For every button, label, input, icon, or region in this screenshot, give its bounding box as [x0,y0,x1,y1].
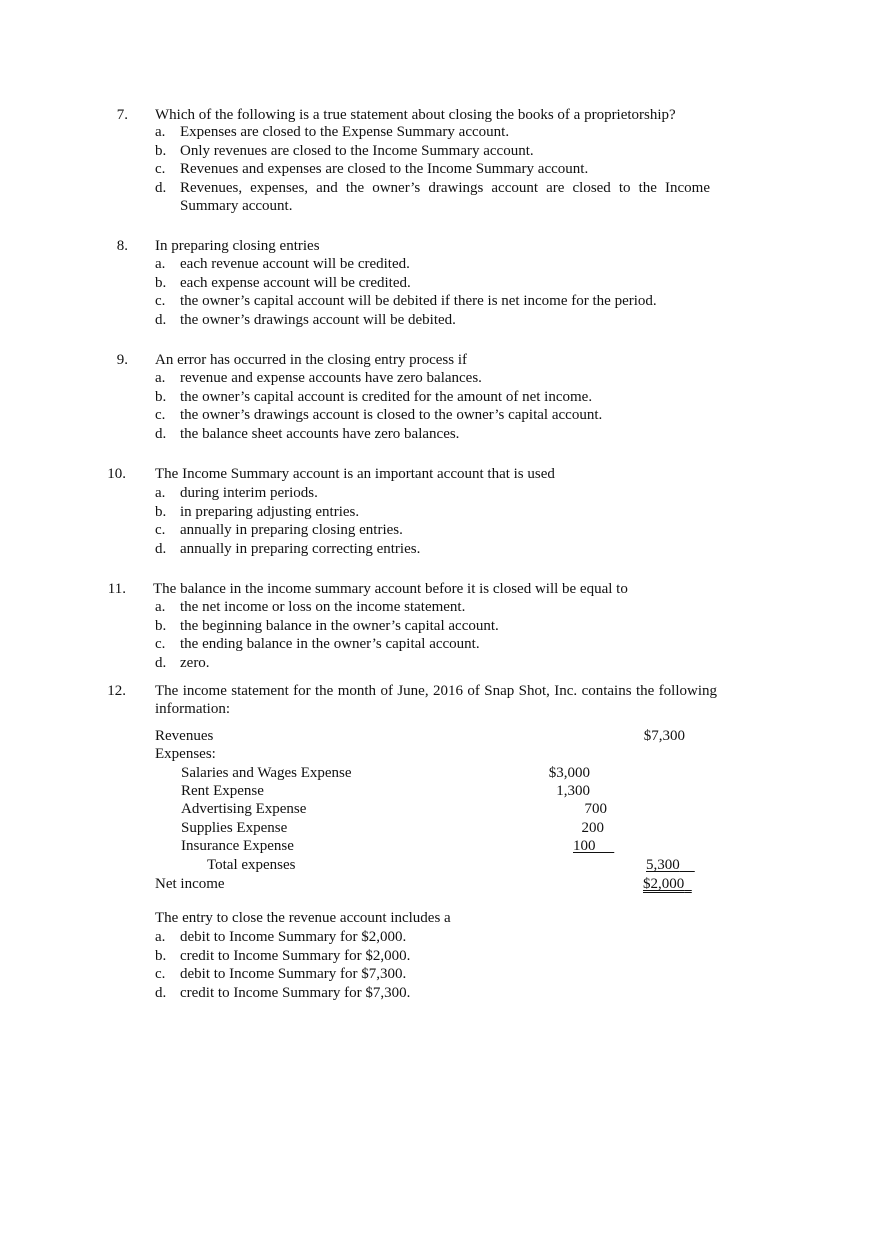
option-label: d. [155,425,167,442]
option-label: b. [155,388,167,405]
option-c[interactable] [155,160,715,179]
expense-line-amount: $3,000 [548,765,590,781]
option-label: c. [155,966,166,982]
option-a[interactable] [155,598,715,617]
option-c[interactable] [155,521,715,540]
option-a[interactable] [155,369,715,388]
option-text: debit to Income Summary for $7,300. [180,966,407,982]
option-label: c. [155,636,166,652]
question-text: The income statement for the month of June, 2016 of Snap Shot, Inc. contains the following information: [155,683,717,717]
option-text: the ending balance in the owner’s capital account. [180,636,480,652]
option-label: d. [155,654,167,671]
expense-line-amount: 200 [581,820,604,836]
option-text: annually in preparing correcting entries. [180,540,421,557]
options-list [155,255,715,329]
option-label: b. [155,503,167,520]
expense-line-label: Insurance Expense [181,838,294,854]
income-statement [155,727,715,897]
net-income-label: Net income [155,876,225,892]
options-list [155,598,715,672]
option-d[interactable] [155,311,715,330]
option-text: the owner’s drawings account will be debited. [180,311,456,328]
option-a[interactable] [155,484,715,503]
expenses-label: Expenses: [155,746,216,762]
question-text: The Income Summary account is an important account that is used [155,466,555,482]
total-expenses-amount [646,856,706,874]
option-b[interactable] [155,947,715,966]
revenues-amount: $7,300 [643,728,685,744]
net-income-amount [643,875,703,893]
option-text: Revenues and expenses are closed to the Income Summary account. [180,161,589,177]
net-income-value: $2,000 [643,876,685,892]
option-text: credit to Income Summary for $2,000. [180,947,411,964]
option-b[interactable] [155,142,715,161]
option-label: d. [155,311,167,328]
option-text: debit to Income Summary for $2,000. [180,929,407,945]
option-text: revenue and expense accounts have zero balances. [180,370,482,386]
question-number: 12. [107,683,126,699]
option-label: a. [155,124,166,140]
option-text: the owner’s capital account is credited for the amount of net income. [180,388,593,405]
option-d[interactable] [155,654,715,673]
option-text: the beginning balance in the owner’s capital account. [180,617,499,634]
option-label: a. [155,599,166,615]
question-text: Which of the following is a true statement about closing the books of a proprietorship? [155,107,676,123]
option-c[interactable] [155,292,715,311]
option-a[interactable] [155,928,715,947]
expense-line-label: Supplies Expense [181,820,288,836]
option-d[interactable] [155,540,715,559]
option-text: credit to Income Summary for $7,300. [180,984,411,1001]
question-text: The balance in the income summary account before it is closed will be equal to [153,581,628,597]
question-number: 8. [116,238,128,254]
option-text: Expenses are closed to the Expense Summary account. [180,124,510,140]
option-label: b. [155,274,167,291]
option-text: the net income or loss on the income statement. [180,599,466,615]
option-c[interactable] [155,965,715,984]
options-list [155,369,715,443]
question-number: 9. [116,352,128,368]
option-text: each revenue account will be credited. [180,256,410,272]
option-b[interactable] [155,388,715,407]
option-b[interactable] [155,503,715,522]
option-label: c. [155,522,166,538]
option-label: b. [155,947,167,964]
option-text: Revenues, expenses, and the owner’s drawings account are closed to the Income Summary account. [180,179,710,214]
option-label: a. [155,485,166,501]
option-label: b. [155,142,167,159]
option-text: annually in preparing closing entries. [180,522,403,538]
option-text: the owner’s drawings account is closed to the owner’s capital account. [180,407,603,423]
question-stem: The entry to close the revenue account includes a [155,910,451,926]
expense-line-label: Rent Expense [181,783,264,799]
expense-line-amount [573,837,643,855]
option-c[interactable] [155,406,715,425]
expense-line-amount: 1,300 [556,783,590,799]
option-label: a. [155,370,166,386]
option-text: Only revenues are closed to the Income Summary account. [180,142,534,159]
option-label: c. [155,407,166,423]
option-d[interactable] [155,425,715,444]
expense-line-label: Salaries and Wages Expense [181,765,352,781]
option-text: in preparing adjusting entries. [180,503,360,520]
option-label: d. [155,984,167,1001]
question-text: An error has occurred in the closing entry process if [155,352,467,368]
option-label: d. [155,540,167,557]
expense-line-amount: 700 [584,801,607,817]
revenues-label: Revenues [155,728,214,744]
question-number: 7. [116,107,128,123]
option-text: the owner’s capital account will be debited if there is net income for the period. [180,293,657,309]
options-list [155,928,715,1002]
option-d[interactable] [155,179,715,216]
option-a[interactable] [155,255,715,274]
option-label: c. [155,293,166,309]
option-label: d. [155,179,167,196]
total-expenses-value: 5,300 [646,857,680,873]
total-expenses-label: Total expenses [207,857,296,873]
question-number: 11. [107,581,126,597]
option-c[interactable] [155,635,715,654]
option-text: the balance sheet accounts have zero balances. [180,425,460,442]
option-a[interactable] [155,123,715,142]
question-text: In preparing closing entries [155,238,320,254]
option-text: each expense account will be credited. [180,274,411,291]
option-label: c. [155,161,166,177]
option-b[interactable] [155,617,715,636]
insurance-amount: 100 [573,838,596,854]
option-label: a. [155,256,166,272]
options-list [155,123,715,216]
question-number: 10. [107,466,126,482]
option-b[interactable] [155,274,715,293]
option-text: during interim periods. [180,485,318,501]
option-label: a. [155,929,166,945]
options-list [155,484,715,558]
expense-line-label: Advertising Expense [181,801,307,817]
option-label: b. [155,617,167,634]
option-text: zero. [180,654,210,671]
option-d[interactable] [155,984,715,1003]
